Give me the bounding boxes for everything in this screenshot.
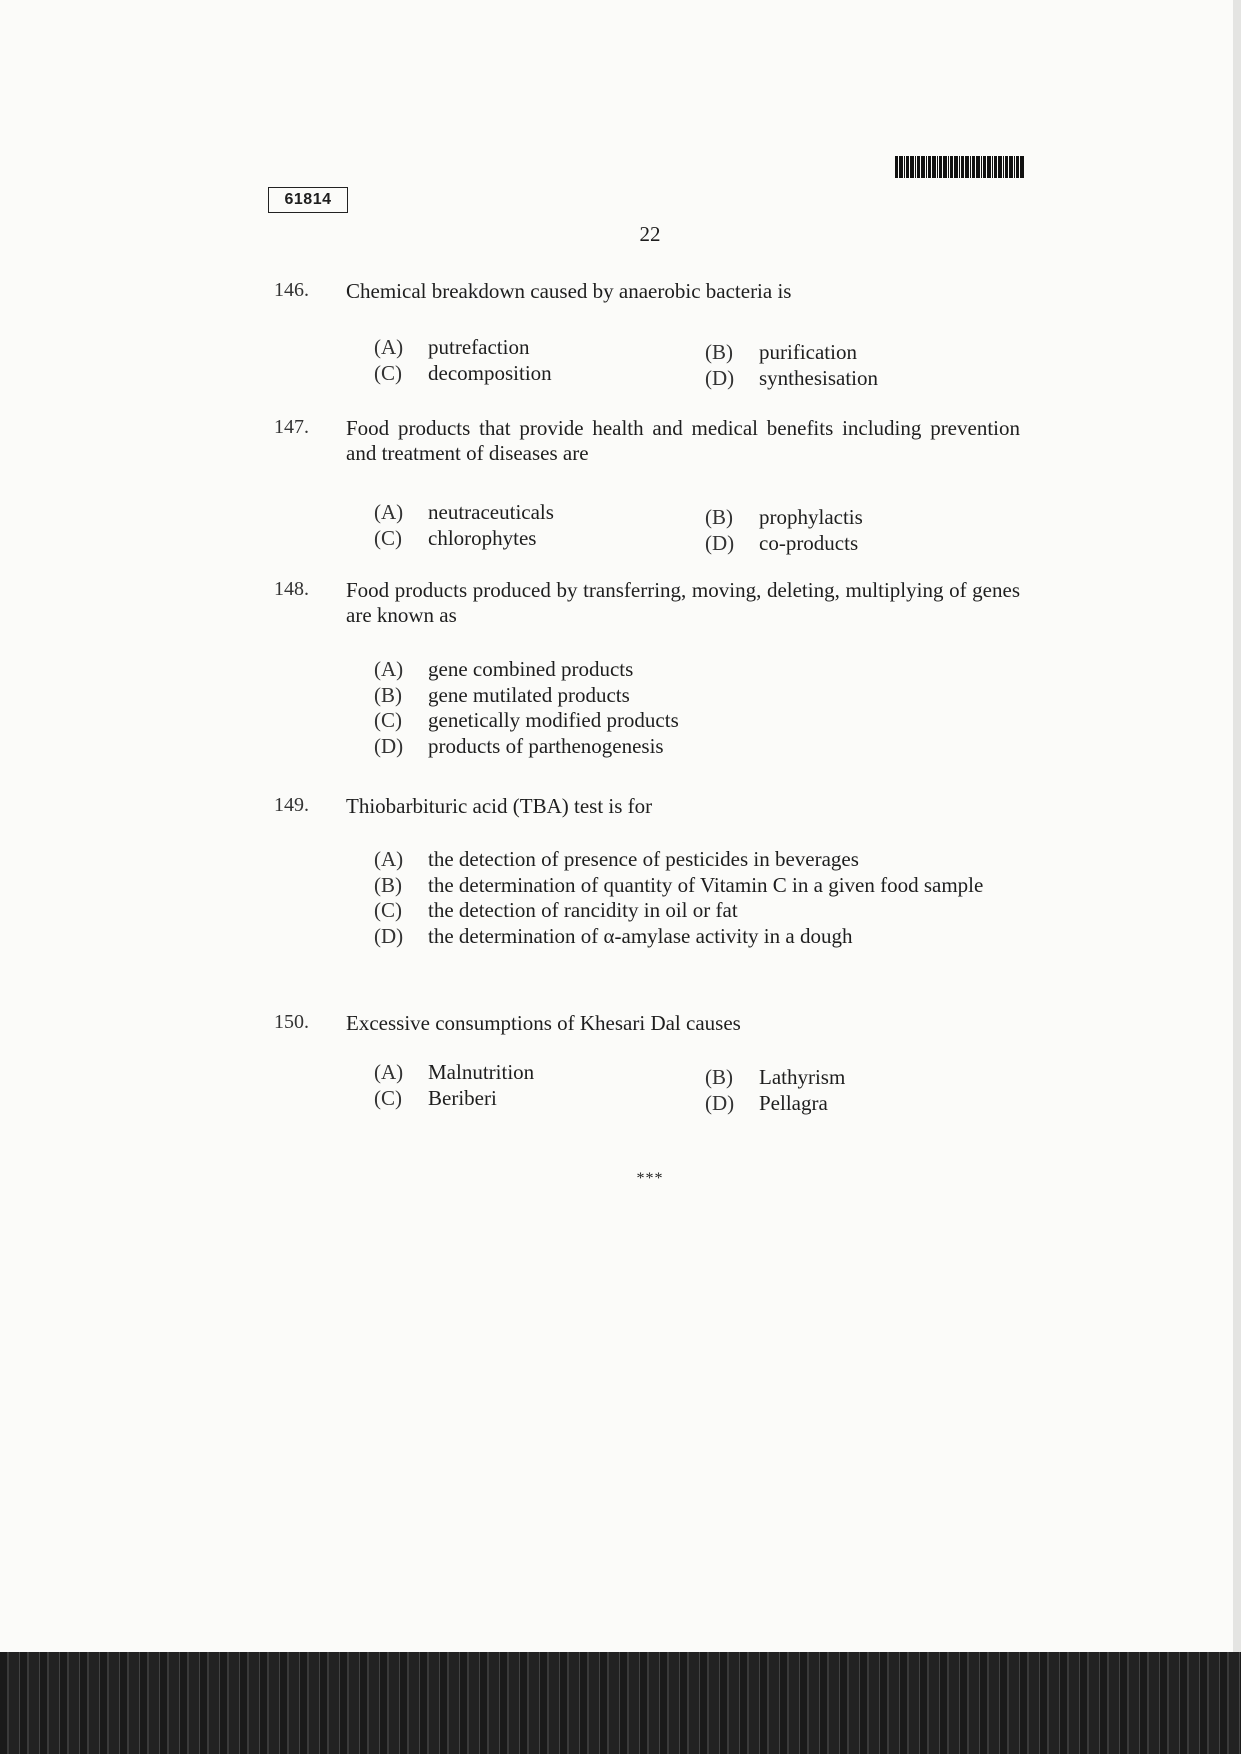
option-letter: (A)	[374, 500, 404, 524]
option-a	[374, 1060, 534, 1085]
option-c	[374, 1086, 497, 1111]
question-number: 147.	[274, 416, 309, 438]
option-text: the determination of α-amylase activity in a dough	[428, 923, 853, 948]
option-text: Malnutrition	[428, 1060, 535, 1084]
option-text: products of parthenogenesis	[428, 733, 664, 758]
option-d	[374, 735, 1020, 759]
option-b	[705, 340, 857, 365]
question-text: Chemical breakdown caused by anaerobic bacteria is	[346, 279, 792, 303]
scan-page-edge	[1233, 0, 1241, 1652]
option-b	[705, 505, 863, 530]
option-letter: (A)	[374, 1060, 404, 1084]
options	[374, 848, 1020, 950]
option-d	[374, 925, 1020, 949]
question-text: Food products that provide health and medical benefits including prevention and treatment of diseases are	[346, 416, 1020, 465]
option-b	[374, 684, 1020, 708]
option-letter: (C)	[374, 526, 402, 550]
options	[374, 658, 1020, 760]
option-letter: (D)	[374, 733, 404, 758]
option-b	[374, 874, 1020, 898]
option-text: Lathyrism	[759, 1065, 846, 1089]
question-number: 150.	[274, 1011, 309, 1033]
option-c	[374, 899, 1020, 923]
option-text: Beriberi	[428, 1086, 497, 1110]
option-text: the detection of presence of pesticides in beverages	[428, 847, 859, 871]
option-text: the detection of rancidity in oil or fat	[428, 898, 738, 922]
option-text: decomposition	[428, 361, 552, 385]
option-letter: (C)	[374, 361, 402, 385]
option-letter: (C)	[374, 708, 402, 732]
end-of-paper-marker: ***	[636, 1170, 664, 1187]
option-letter: (D)	[705, 531, 735, 555]
option-letter: (A)	[374, 847, 404, 871]
option-letter: (B)	[374, 682, 402, 707]
option-letter: (B)	[374, 872, 402, 897]
option-text: prophylactis	[759, 505, 863, 529]
option-text: the determination of quantity of Vitamin C in a given food sample	[428, 872, 984, 897]
option-c	[374, 361, 552, 386]
option-letter: (D)	[705, 366, 735, 390]
option-letter: (C)	[374, 898, 402, 922]
question-paper-code: 61814	[268, 187, 348, 213]
option-a	[374, 335, 529, 360]
option-text: chlorophytes	[428, 526, 537, 550]
option-letter: (D)	[705, 1091, 735, 1115]
option-a	[374, 658, 1020, 682]
option-c	[374, 526, 536, 551]
option-letter: (B)	[705, 340, 733, 364]
option-text: Pellagra	[759, 1091, 828, 1115]
option-text: gene mutilated products	[428, 682, 630, 707]
option-letter: (B)	[705, 505, 733, 529]
question-text: Thiobarbituric acid (TBA) test is for	[346, 794, 653, 818]
option-a	[374, 500, 554, 525]
question-text: Excessive consumptions of Khesari Dal causes	[346, 1011, 741, 1035]
option-b	[705, 1065, 845, 1090]
option-text: genetically modified products	[428, 708, 679, 732]
page-number: 22	[639, 222, 661, 246]
option-text: synthesisation	[759, 366, 878, 390]
barcode-image	[895, 156, 1025, 178]
option-letter: (A)	[374, 335, 404, 359]
option-a	[374, 848, 1020, 872]
option-letter: (D)	[374, 923, 404, 948]
option-letter: (A)	[374, 657, 404, 681]
option-d	[705, 366, 878, 391]
question-number: 148.	[274, 578, 309, 600]
option-text: putrefaction	[428, 335, 530, 359]
scanner-background-strip	[0, 1652, 1241, 1754]
option-text: gene combined products	[428, 657, 634, 681]
option-d	[705, 531, 858, 556]
option-d	[705, 1091, 828, 1116]
option-text: co-products	[759, 531, 859, 555]
option-letter: (B)	[705, 1065, 733, 1089]
option-letter: (C)	[374, 1086, 402, 1110]
question-number: 146.	[274, 279, 309, 301]
question-number: 149.	[274, 794, 309, 816]
option-text: purification	[759, 340, 857, 364]
option-text: neutraceuticals	[428, 500, 554, 524]
question-text: Food products produced by transferring, moving, deleting, multiplying of genes are known as	[346, 578, 1020, 627]
option-c	[374, 709, 1020, 733]
